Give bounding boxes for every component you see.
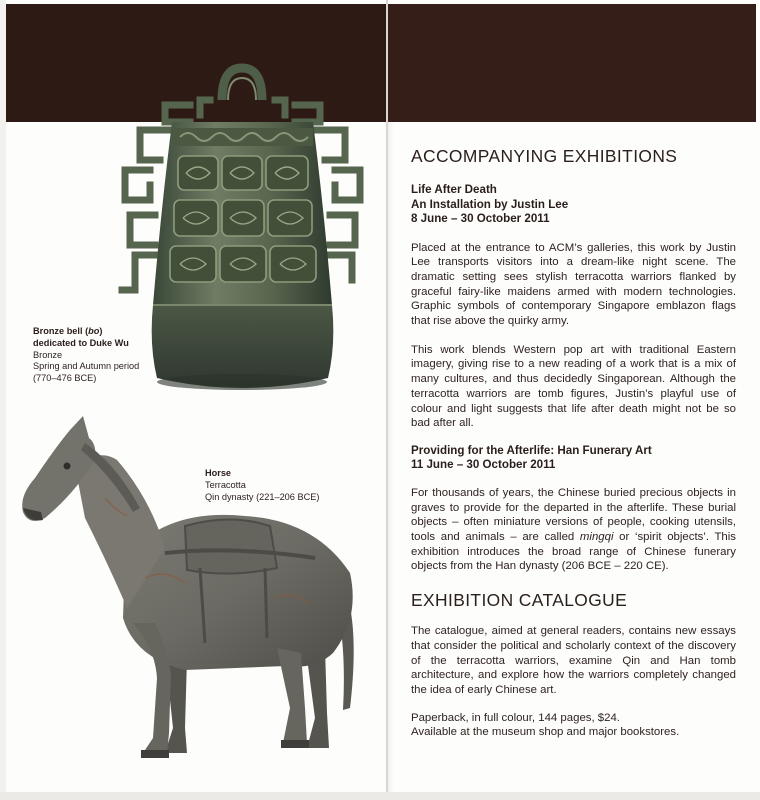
bell-caption-material: Bronze (33, 349, 63, 360)
exhibit1-paragraph-2: This work blends Western pop art with traditional Eastern imagery, giving rise to a new reading of a work that is a mix of many cultures, and thus decidedly Singaporean. Although the terracotta warriors are tomb figures, Justin’s playful use of colour and light suggests that life after death might not be so bad after all. (411, 343, 736, 430)
bell-caption-title: Bronze bell (bo) (33, 326, 103, 336)
horse-caption-period: Qin dynasty (221–206 BCE) (205, 491, 320, 502)
exhibit2-heading (411, 444, 736, 473)
exhibit2-dates: 11 June – 30 October 2011 (411, 458, 556, 472)
page-bottom-edge (0, 792, 760, 800)
right-header-band (388, 4, 756, 122)
exhibit1-subtitle: An Installation by Justin Lee (411, 197, 569, 211)
bell-caption-period: Spring and Autumn period (33, 361, 140, 372)
exhibit1-title: Life After Death (411, 183, 497, 196)
exhibit1-heading (411, 183, 736, 227)
horse-caption-material: Terracotta (205, 479, 246, 490)
bell-caption-title-line2: dedicated to Duke Wu (33, 337, 129, 348)
bell-caption (33, 326, 158, 385)
exhibit2-paragraph: For thousands of years, the Chinese buried precious objects in graves to provide for the departed in the afterlife. These burial objects – often miniature versions of people, cooking utensils, tools and animals – are called mingqi or ‘spirit objects’. This exhibition introduces the broad range of Chinese funerary objects from the Han dynasty (206 BCE – 220 CE). (411, 486, 736, 573)
catalogue-availability-line: Available at the museum shop and major bookstores. (411, 726, 680, 739)
exhibition-catalogue-heading: EXHIBITION CATALOGUE (411, 590, 628, 611)
catalogue-details (411, 711, 736, 740)
exhibit1-dates: 8 June – 30 October 2011 (411, 212, 550, 225)
horse-caption-title: Horse (205, 468, 232, 478)
horse-caption (205, 468, 355, 503)
right-column (411, 140, 736, 740)
terracotta-horse-image (15, 408, 365, 768)
exhibit2-title: Providing for the Afterlife: Han Funerary Art (411, 443, 652, 457)
catalogue-paragraph: The catalogue, aimed at general readers, contains new essays that consider the political and scholarly context of the discovery of the terracotta warriors, examine Qin and Han tomb architecture, and explore how the warriors completely changed the idea of early Chinese art. (411, 625, 736, 696)
exhibit1-paragraph-1: Placed at the entrance to ACM’s galleries, this work by Justin Lee transports visitors into a dream-like night scene. The dramatic setting sees stylish terracotta warriors flanked by graceful fairy-like maidens armed with modern technologies. Graphic symbols of contemporary Singapore emblazon flags that rise above the quirky army. (411, 241, 736, 328)
fold-shadow (388, 122, 394, 800)
catalogue-price-line: Paperback, in full colour, 144 pages, $24. (411, 711, 620, 724)
bell-caption-dates: (770–476 BCE) (33, 373, 97, 384)
accompanying-exhibitions-heading: ACCOMPANYING EXHIBITIONS (411, 146, 678, 166)
